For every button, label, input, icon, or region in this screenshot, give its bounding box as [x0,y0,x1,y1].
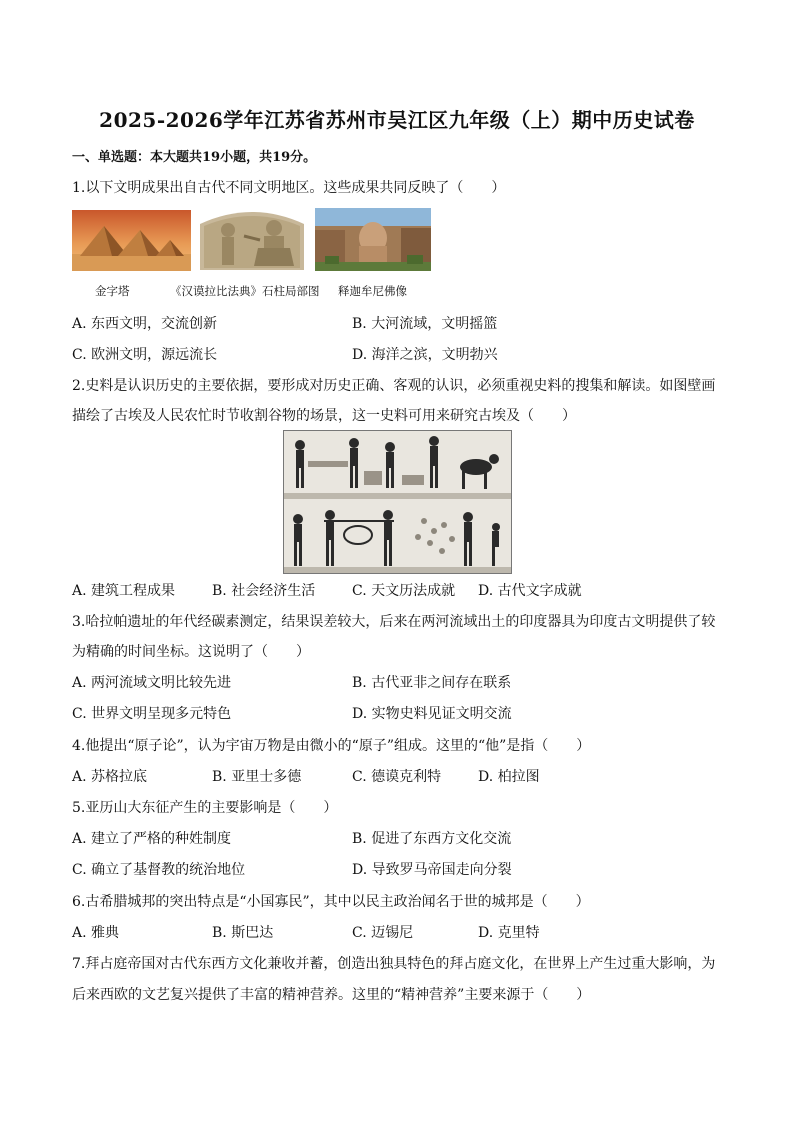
question-6-stem: 6.古希腊城邦的突出特点是“小国寡民”，其中以民主政治闻名于世的城邦是（ ） [72,894,590,910]
question-4-option-c[interactable]: C. 德谟克利特 [352,769,442,785]
question-2-option-c[interactable]: C. 天文历法成就 [352,583,456,599]
question-3-option-c[interactable]: C. 世界文明呈现多元特色 [72,706,232,722]
question-2-stem-line1: 2.史料是认识历史的主要依据，要形成对历史正确、客观的认识，必须重视史料的搜集和解读。如图壁画 [72,378,716,394]
question-3-stem-line1: 3.哈拉帕遗址的年代经碳素测定，结果误差较大，后来在两河流域出土的印度器具为印度古文明提供了较 [72,614,716,630]
question-3-option-d[interactable]: D. 实物史料见证文明交流 [352,706,512,722]
question-5-option-d[interactable]: D. 导致罗马帝国走向分裂 [352,862,512,878]
section-heading: 一、单选题：本大题共19小题，共19分。 [72,150,317,165]
question-2-option-a[interactable]: A. 建筑工程成果 [72,583,176,599]
question-1-option-a[interactable]: A. 东西文明，交流创新 [72,316,218,332]
question-2-stem-line2: 描绘了古埃及人民农忙时节收割谷物的场景，这一史料可用来研究古埃及（ ） [72,408,576,424]
hammurabi-stele-image [194,206,310,271]
question-3-stem-line2: 为精确的时间坐标。这说明了（ ） [72,644,310,660]
question-5-option-a[interactable]: A. 建立了严格的种姓制度 [72,831,232,847]
question-7-stem-line2: 后来西欧的文艺复兴提供了丰富的精神营养。这里的“精神营养”主要来源于（ ） [72,987,591,1003]
question-6-option-b[interactable]: B. 斯巴达 [212,925,274,941]
question-6-option-a[interactable]: A. 雅典 [72,925,120,941]
question-1-option-b[interactable]: B. 大河流域，文明摇篮 [352,316,498,332]
question-1-stem: 1.以下文明成果出自古代不同文明地区。这些成果共同反映了（ ） [72,180,506,196]
question-4-stem: 4.他提出“原子论”，认为宇宙万物是由微小的“原子”组成。这里的“他”是指（ ） [72,738,591,754]
question-5-option-b[interactable]: B. 促进了东西方文化交流 [352,831,512,847]
question-6-option-c[interactable]: C. 迈锡尼 [352,925,414,941]
question-4-option-b[interactable]: B. 亚里士多德 [212,769,302,785]
question-1-option-d[interactable]: D. 海洋之滨，文明勃兴 [352,347,498,363]
question-4-option-a[interactable]: A. 苏格拉底 [72,769,148,785]
caption-pyramids: 金字塔 [95,284,130,298]
question-2-option-b[interactable]: B. 社会经济生活 [212,583,316,599]
question-1-option-c[interactable]: C. 欧洲文明，源远流长 [72,347,218,363]
question-3-option-b[interactable]: B. 古代亚非之间存在联系 [352,675,512,691]
question-4-option-d[interactable]: D. 柏拉图 [478,769,540,785]
egyptian-mural-image [283,430,512,574]
pyramids-image [72,210,191,271]
question-5-stem: 5.亚历山大东征产生的主要影响是（ ） [72,800,338,816]
buddha-statue-image [315,208,431,271]
page-title: 2025-2026学年江苏省苏州市吴江区九年级（上）期中历史试卷 [99,108,695,132]
caption-hammurabi: 《汉谟拉比法典》石柱局部图 [170,284,320,298]
question-5-option-c[interactable]: C. 确立了基督教的统治地位 [72,862,246,878]
question-2-option-d[interactable]: D. 古代文字成就 [478,583,582,599]
caption-buddha: 释迦牟尼佛像 [338,284,407,298]
question-3-option-a[interactable]: A. 两河流域文明比较先进 [72,675,232,691]
question-7-stem-line1: 7.拜占庭帝国对古代东西方文化兼收并蓄，创造出独具特色的拜占庭文化，在世界上产生过重大影响，为 [72,956,716,972]
question-6-option-d[interactable]: D. 克里特 [478,925,540,941]
